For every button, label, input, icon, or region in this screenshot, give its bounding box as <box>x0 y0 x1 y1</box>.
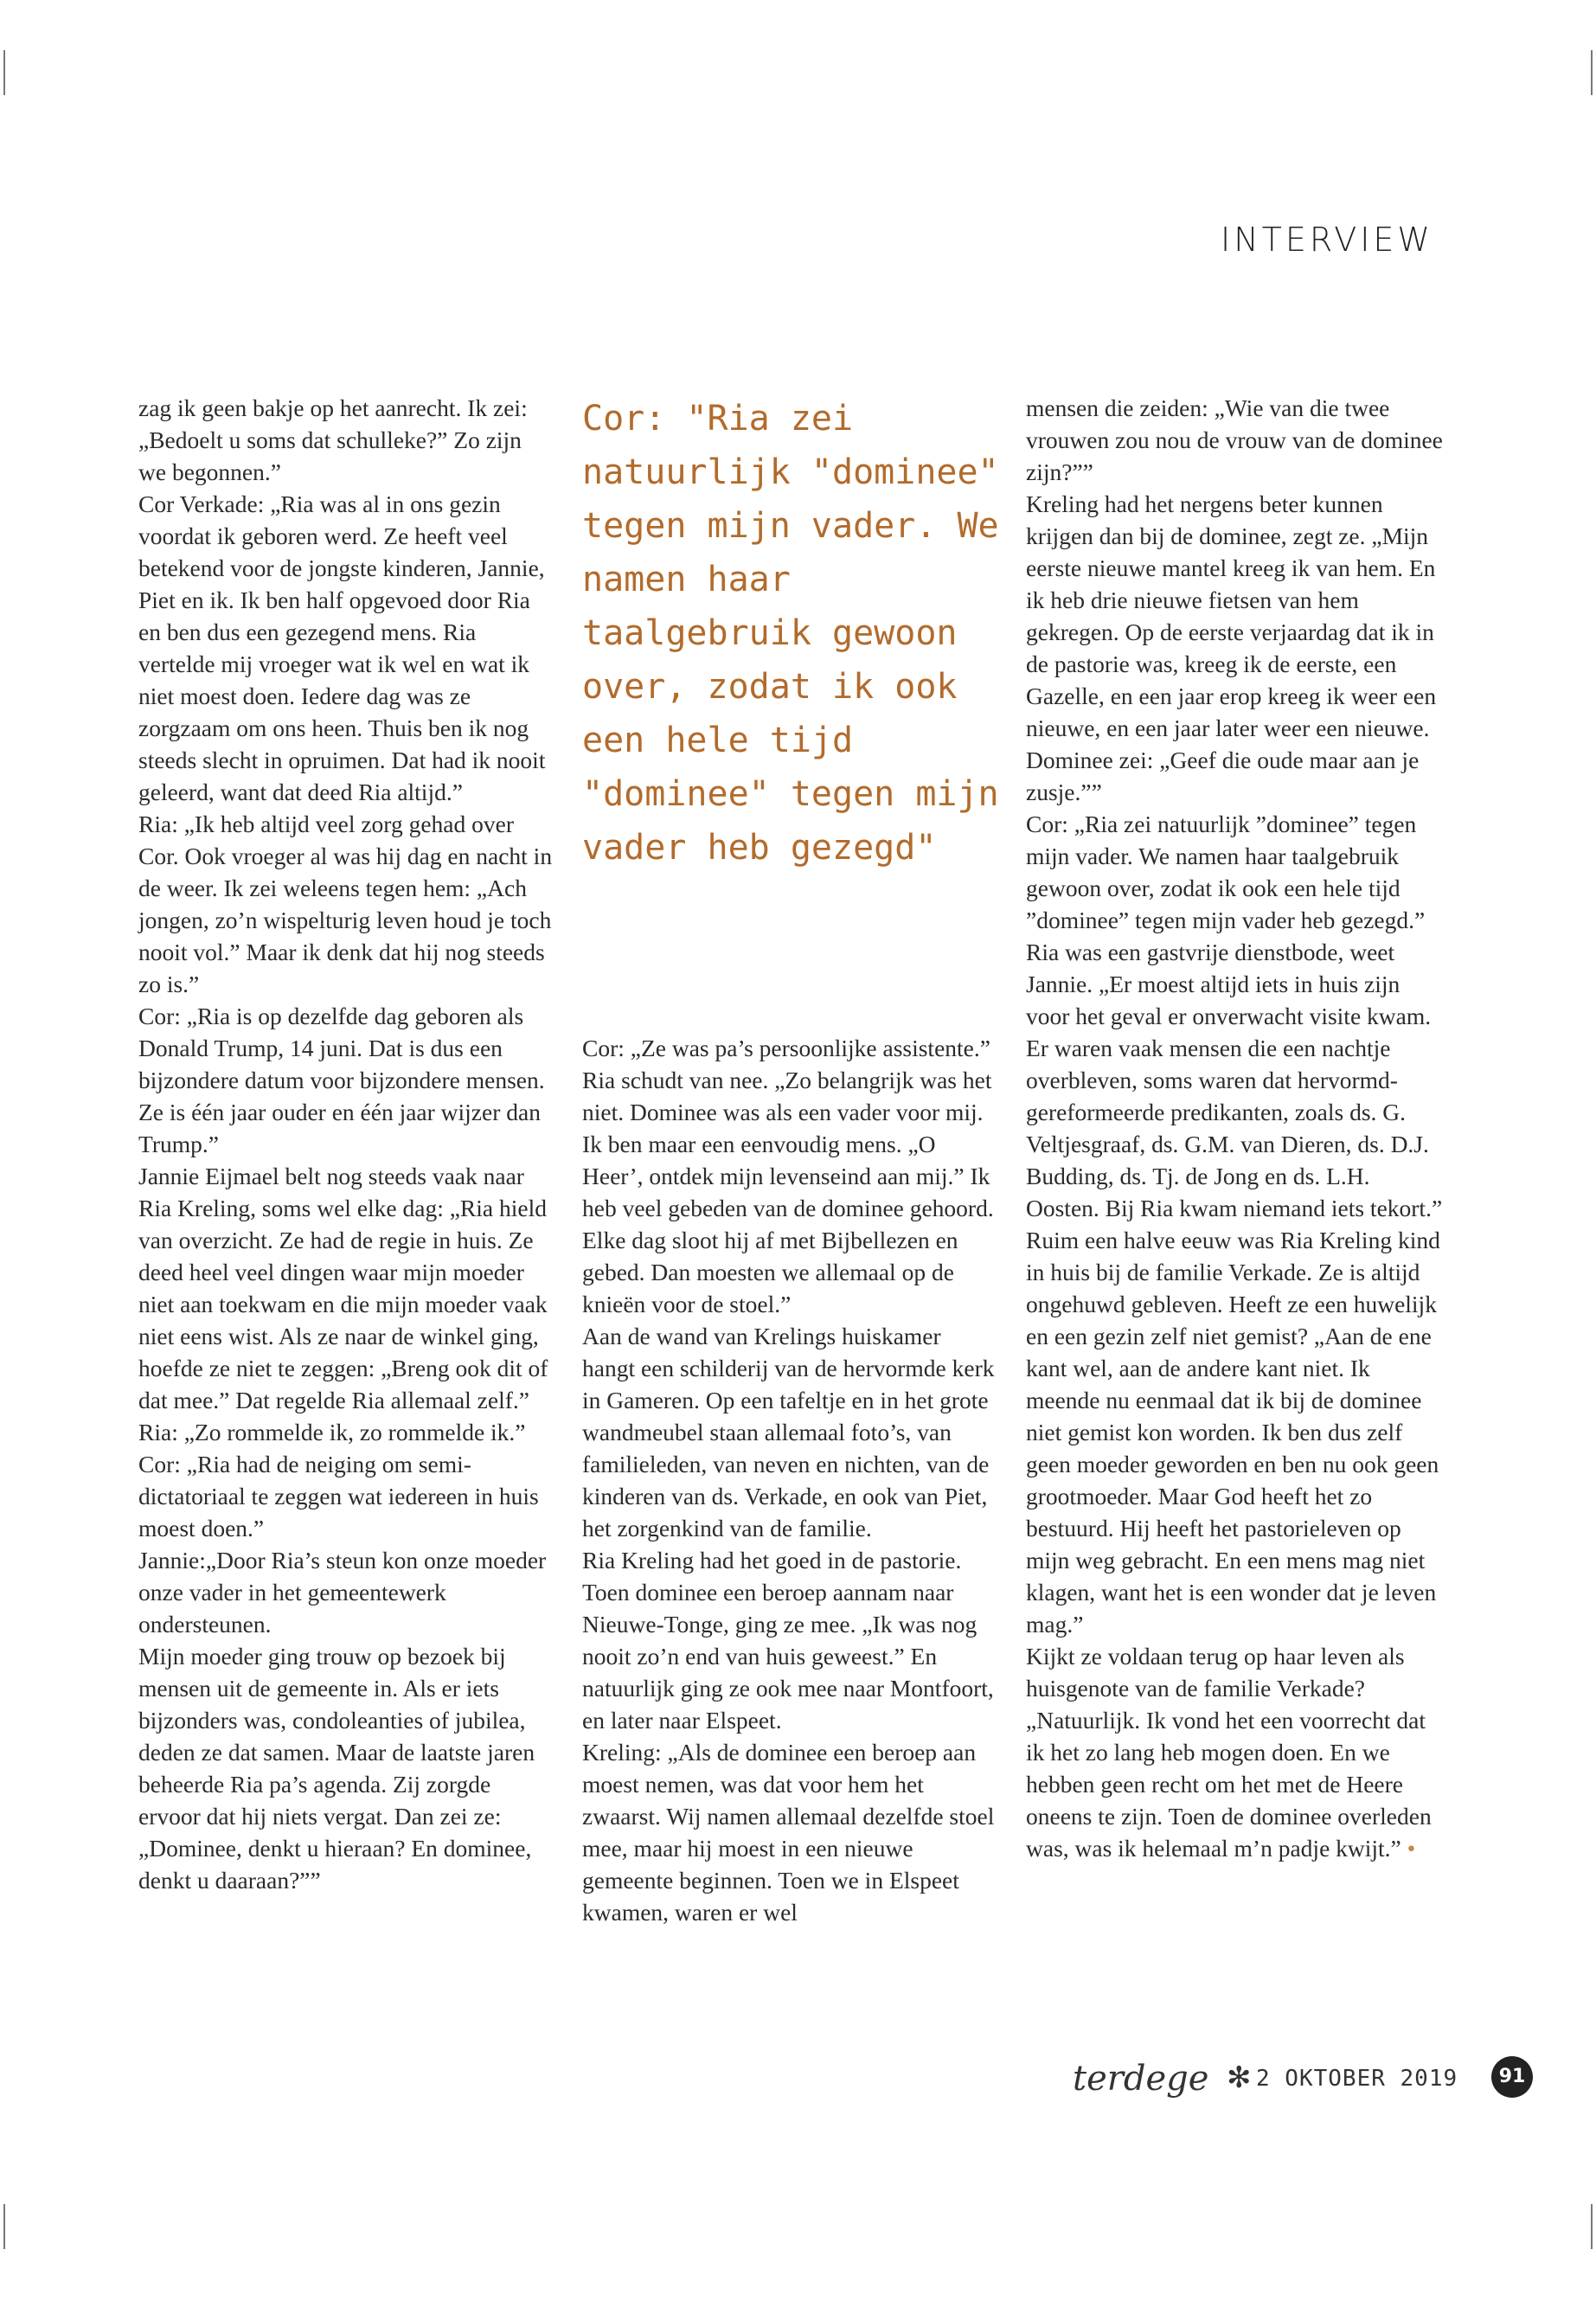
crop-mark-top-right <box>1591 50 1593 95</box>
paragraph: Ria Kreling had het goed in de pastorie. Toen dominee een beroep aannam naar Nieuwe-Tonge, ging ze mee. „Ik was nog nooit zo’n end van huis geweest.” En natuurlijk ging ze ook mee naar Montfoort, en later naar Elspeet. <box>582 1547 994 1734</box>
paragraph: mensen die zeiden: „Wie van die twee vrouwen zou nou de vrouw van de dominee zijn?”” <box>1026 394 1443 485</box>
paragraph: Cor: „Ria is op dezelfde dag geboren als Donald Trump, 14 juni. Dat is dus een bijzondere datum voor bijzondere mensen. Ze is één jaar ouder en één jaar wijzer dan Trump.” <box>138 1003 545 1157</box>
paragraph: Jannie:„Door Ria’s steun kon onze moeder onze vader in het gemeentewerk ondersteunen. <box>138 1547 547 1638</box>
paragraph: Jannie Eijmael belt nog steeds vaak naar Ria Kreling, soms wel elke dag: „Ria hield van overzicht. Ze had de regie in huis. Ze deed heel veel dingen waar mijn moeder niet aan toekwam en die mijn moeder vaak niet eens wist. Als ze naar de winkel ging, hoefde ze niet te zeggen: „Breng ook dit of dat mee.” Dat regelde Ria allemaal zelf.” <box>138 1163 548 1413</box>
pull-quote: Cor: "Ria zei natuurlijk "dominee" tegen mijn vader. We namen haar taalgebruik gewoon over, zodat ik ook een hele tijd "dominee" tegen mijn vader heb gezegd" <box>582 399 999 868</box>
page-number: 91 <box>1491 2056 1533 2098</box>
paragraph-last <box>1026 1640 1443 1864</box>
paragraph: Cor: „Ria had de neiging om semidictatoriaal te zeggen wat iedereen in huis moest doen.” <box>138 1451 539 1541</box>
paragraph: Ruim een halve eeuw was Ria Kreling kind in huis bij de familie Verkade. Ze is altijd ongehuwd gebleven. Heeft ze een huwelijk en een gezin zelf niet gemist? „Aan de ene kant wel, aan de andere kant niet. Ik meende nu eenmaal dat ik bij de dominee niet gemist kon worden. Ik ben dus zelf geen moeder geworden en ben nu ook geen grootmoeder. Maar God heeft het zo bestuurd. Hij heeft het pastorieleven op mijn weg gebracht. En een mens mag niet klagen, want het is een wonder dat je leven mag.” <box>1026 1227 1440 1638</box>
crop-mark-bottom-right <box>1591 2204 1593 2249</box>
section-label: INTERVIEW <box>1221 221 1433 259</box>
paragraph: Cor: „Ria zei natuurlijk ”dominee” tegen mijn vader. We namen haar taalgebruik gewoon over, zodat ik ook een hele tijd ”dominee” tegen mijn vader heb gezegd.” <box>1026 811 1426 933</box>
article-column-right <box>1026 392 1443 1864</box>
paragraph: Aan de wand van Krelings huiskamer hangt een schilderij van de hervormde kerk in Gameren. Op een tafeltje en in het grote wandmeubel staan allemaal foto’s, van familieleden, van neven en nichten, van de kinderen van ds. Verkade, en ook van Piet, het zorgenkind van de familie. <box>582 1323 995 1541</box>
article-column-left <box>138 392 554 1896</box>
paragraph: Ria schudt van nee. „Zo belangrijk was het niet. Dominee was als een vader voor mij. Ik ben maar een eenvoudig mens. „O Heer’, ontdek mijn levenseind aan mij.” Ik heb veel gebeden van de dominee gehoord. Elke dag sloot hij af met Bijbellezen en gebed. Dan moesten we allemaal op de knieën voor de stoel.” <box>582 1067 994 1317</box>
paragraph: Cor Verkade: „Ria was al in ons gezin voordat ik geboren werd. Ze heeft veel betekend voor de jongste kinderen, Jannie, Piet en ik. Ik ben half opgevoed door Ria en ben dus een gezegend mens. Ria vertelde mij vroeger wat ik wel en wat ik niet moest doen. Iedere dag was ze zorgzaam om ons heen. Thuis ben ik nog steeds slecht in opruimen. Dat had ik nooit geleerd, want dat deed Ria altijd.” <box>138 490 546 805</box>
paragraph: Kreling had het nergens beter kunnen krijgen dan bij de dominee, zegt ze. „Mijn eerste nieuwe mantel kreeg ik van hem. En ik heb drie nieuwe fietsen van hem gekregen. Op de eerste verjaardag dat ik in de pastorie was, kreeg ik de eerste, een Gazelle, en een jaar erop kreeg ik weer een nieuwe, en een jaar later weer een nieuwe. Dominee zei: „Geef die oude maar aan je zusje.”” <box>1026 490 1437 805</box>
crop-mark-top-left <box>3 50 5 95</box>
magazine-logo: terdege <box>1073 2059 1209 2099</box>
asterisk-icon: ✻ <box>1227 2061 1252 2095</box>
paragraph: Ria was een gastvrije dienstbode, weet Jannie. „Er moest altijd iets in huis zijn voor het geval er onverwacht visite kwam. Er waren vaak mensen die een nachtje overbleven, soms waren dat hervormd-gereformeerde predikanten, zoals ds. G. Veltjesgraaf, ds. G.M. van Dieren, ds. D.J. Budding, ds. Tj. de Jong en ds. L.H. Oosten. Bij Ria kwam niemand iets tekort.” <box>1026 939 1443 1221</box>
crop-mark-bottom-left <box>3 2204 5 2249</box>
page-footer <box>1073 2059 1522 2102</box>
paragraph: Mijn moeder ging trouw op bezoek bij mensen uit de gemeente in. Als er iets bijzonders was, condoleanties of jubilea, deden ze dat samen. Maar de laatste jaren beheerde Ria pa’s agenda. Zij zorgde ervoor dat hij niets vergat. Dan zei ze: „Dominee, denkt u hieraan? En dominee, denkt u daaraan?”” <box>138 1643 535 1894</box>
article-column-middle <box>582 1032 997 1928</box>
paragraph: Kreling: „Als de dominee een beroep aan moest nemen, was dat voor hem het zwaarst. Wij namen allemaal dezelfde stoel mee, maar hij moest in een nieuwe gemeente beginnen. Toen we in Elspeet kwamen, waren er wel <box>582 1739 995 1926</box>
paragraph: Cor: „Ze was pa’s persoonlijke assistente.” <box>582 1035 990 1061</box>
issue-date: 2 OKTOBER 2019 <box>1256 2066 1458 2092</box>
paragraph: Ria: „Zo rommelde ik, zo rommelde ik.” <box>138 1419 526 1445</box>
paragraph: zag ik geen bakje op het aanrecht. Ik zei: „Bedoelt u soms dat schulleke?” Zo zijn we begonnen.” <box>138 394 528 485</box>
paragraph: Ria: „Ik heb altijd veel zorg gehad over Cor. Ook vroeger al was hij dag en nacht in de weer. Ik zei weleens tegen hem: „Ach jongen, zo’n wispelturig leven houd je toch nooit vol.” Maar ik denk dat hij nog steeds zo is.” <box>138 811 553 997</box>
paragraph-text: Kijkt ze voldaan terug op haar leven als huisgenote van de familie Verkade? „Natuurlijk. Ik vond het een voorrecht dat ik het zo lang heb mogen doen. En we hebben geen recht om het met de Heere oneens te zijn. Toen de dominee overleden was, was ik helemaal m’n padje kwijt.” <box>1026 1643 1432 1862</box>
end-mark-icon: • <box>1407 1835 1416 1862</box>
